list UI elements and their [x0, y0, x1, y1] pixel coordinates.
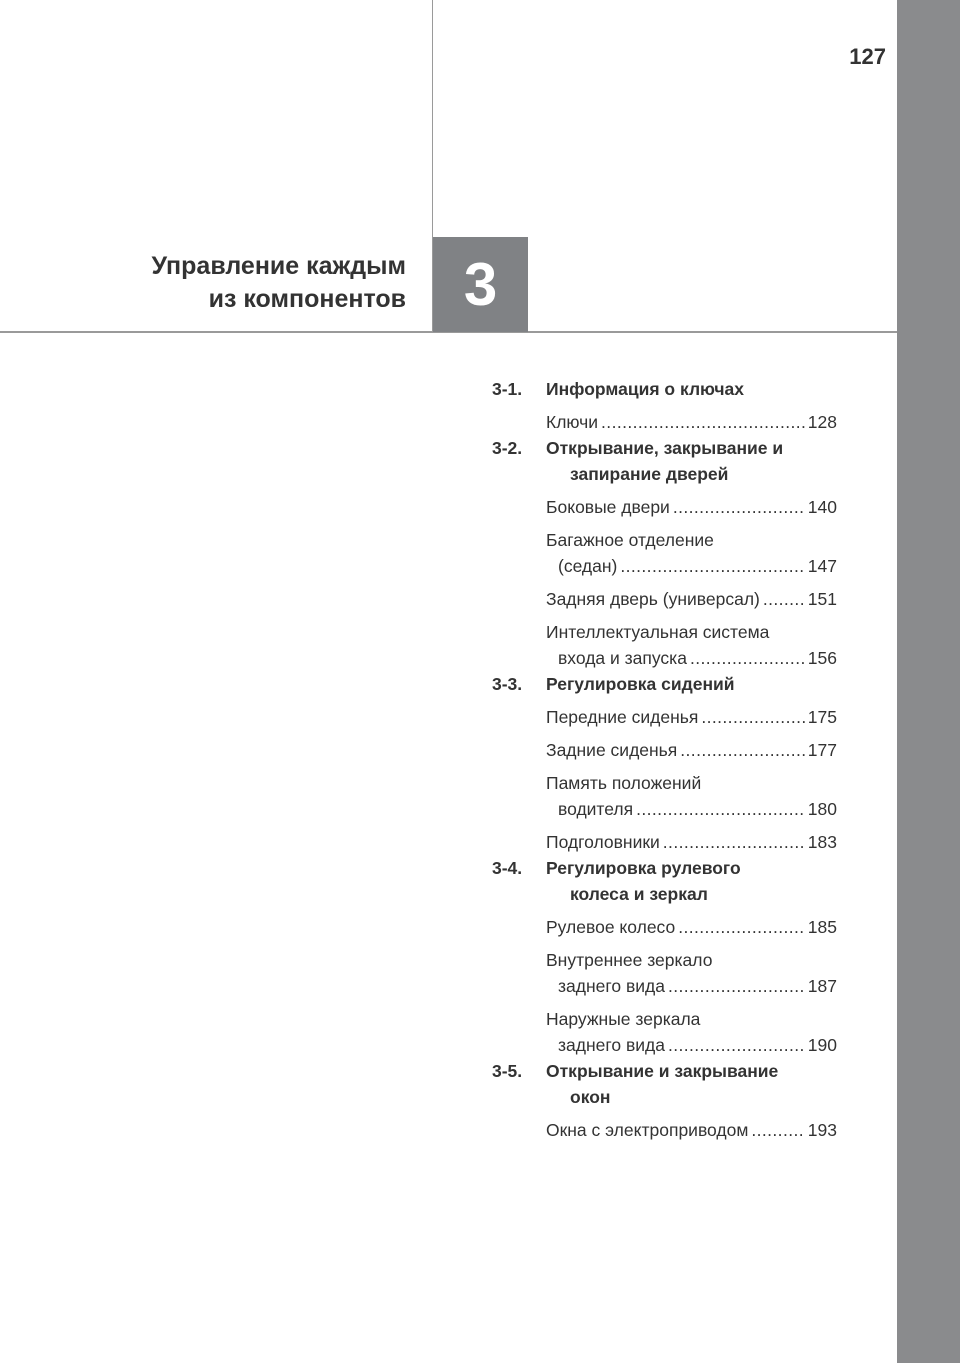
section-heading[interactable] [492, 671, 837, 697]
toc-section [492, 855, 837, 1058]
chapter-number: 3 [463, 250, 498, 318]
entry-row [546, 829, 837, 855]
section-heading[interactable] [492, 1058, 837, 1110]
entry-row [546, 553, 837, 579]
section-number: 3-2. [492, 438, 523, 458]
entry-title: Подголовники [546, 832, 660, 852]
section-title-line1: Открывание и закрывание [546, 1061, 779, 1081]
entry-title: Боковые двери [546, 497, 670, 517]
section-title [546, 671, 837, 697]
entry-page-number: 185 [807, 917, 837, 937]
dot-leader [601, 409, 805, 435]
entry-title: Задние сиденья [546, 740, 678, 760]
toc-entry[interactable] [546, 619, 837, 671]
section-title-line1: Регулировка рулевого [546, 858, 741, 878]
entry-row [546, 586, 837, 612]
section-title-line2: окон [570, 1087, 611, 1107]
section-title-line1: Регулировка сидений [546, 674, 735, 694]
entry-row [546, 973, 837, 999]
entry-row [546, 494, 837, 520]
entry-row [546, 704, 837, 730]
chapter-number-box [433, 237, 528, 332]
toc-section [492, 435, 837, 671]
entry-page-number: 147 [807, 556, 837, 576]
dot-leader [701, 704, 804, 730]
entry-page-number: 187 [807, 976, 837, 996]
dot-leader [690, 645, 805, 671]
toc-entry[interactable] [546, 829, 837, 855]
section-title-line2: запирание дверей [570, 464, 729, 484]
section-heading[interactable] [492, 376, 837, 402]
toc-entry[interactable] [546, 494, 837, 520]
entry-page-number: 128 [807, 412, 837, 432]
section-number: 3-4. [492, 858, 523, 878]
entry-row [546, 1117, 837, 1143]
toc-entry[interactable] [546, 737, 837, 763]
toc-entry[interactable] [546, 704, 837, 730]
entry-title-line1: Наружные зеркала [546, 1009, 701, 1029]
section-title [546, 435, 837, 487]
dot-leader [620, 553, 804, 579]
section-number: 3-5. [492, 1061, 523, 1081]
dot-leader [663, 829, 805, 855]
section-heading[interactable] [492, 855, 837, 907]
entry-row [546, 914, 837, 940]
toc-section [492, 376, 837, 435]
toc-entry[interactable] [546, 947, 837, 999]
dot-leader [680, 737, 805, 763]
entry-row [546, 737, 837, 763]
toc-entry[interactable] [546, 1117, 837, 1143]
entry-title: Ключи [546, 412, 599, 432]
section-title [546, 1058, 837, 1110]
page-number: 127 [849, 44, 886, 69]
section-title [546, 376, 837, 402]
toc-entry[interactable] [546, 770, 837, 822]
entry-page-number: 140 [807, 497, 837, 517]
entry-page-number: 156 [807, 648, 837, 668]
table-of-contents [492, 376, 837, 1143]
entry-title-line1: Память положений [546, 773, 702, 793]
entry-title: Рулевое колесо [546, 917, 676, 937]
entry-title: Передние сиденья [546, 707, 699, 727]
entry-title: заднего вида [558, 1035, 665, 1055]
entry-page-number: 193 [807, 1120, 837, 1140]
entry-row [546, 1032, 837, 1058]
entry-page-number: 190 [807, 1035, 837, 1055]
entry-title-line1: Интеллектуальная система [546, 622, 770, 642]
entry-title-line1: Внутреннее зеркало [546, 950, 713, 970]
entry-row [546, 645, 837, 671]
toc-section [492, 671, 837, 855]
entry-title: входа и запуска [558, 648, 687, 668]
entry-page-number: 177 [807, 740, 837, 760]
entry-title: водителя [558, 799, 634, 819]
entry-row [546, 796, 837, 822]
dot-leader [763, 586, 805, 612]
dot-leader [668, 1032, 805, 1058]
dot-leader [636, 796, 805, 822]
dot-leader [751, 1117, 804, 1143]
entry-title: Задняя дверь (универсал) [546, 589, 760, 609]
entry-page-number: 151 [807, 589, 837, 609]
toc-entry[interactable] [546, 527, 837, 579]
entry-title: (седан) [558, 556, 618, 576]
toc-section [492, 1058, 837, 1143]
chapter-title-line1: Управление каждым [151, 252, 406, 280]
toc-entry[interactable] [546, 409, 837, 435]
chapter-title [60, 250, 406, 316]
chapter-title-line2: из компонентов [208, 285, 406, 313]
section-title-line2: колеса и зеркал [570, 884, 708, 904]
section-number: 3-3. [492, 674, 523, 694]
dot-leader [673, 494, 805, 520]
section-number: 3-1. [492, 379, 523, 399]
section-heading[interactable] [492, 435, 837, 487]
entry-title-line1: Багажное отделение [546, 530, 714, 550]
entry-row [546, 409, 837, 435]
section-title-line1: Открывание, закрывание и [546, 438, 784, 458]
side-tab [897, 0, 960, 1363]
section-title-line1: Информация о ключах [546, 379, 744, 399]
dot-leader [678, 914, 805, 940]
entry-page-number: 183 [807, 832, 837, 852]
entry-page-number: 175 [807, 707, 837, 727]
entry-title: Окна с электроприводом [546, 1120, 749, 1140]
section-title [546, 855, 837, 907]
entry-page-number: 180 [807, 799, 837, 819]
dot-leader [668, 973, 805, 999]
toc-entry[interactable] [546, 586, 837, 612]
toc-entry[interactable] [546, 1006, 837, 1058]
toc-entry[interactable] [546, 914, 837, 940]
entry-title: заднего вида [558, 976, 665, 996]
